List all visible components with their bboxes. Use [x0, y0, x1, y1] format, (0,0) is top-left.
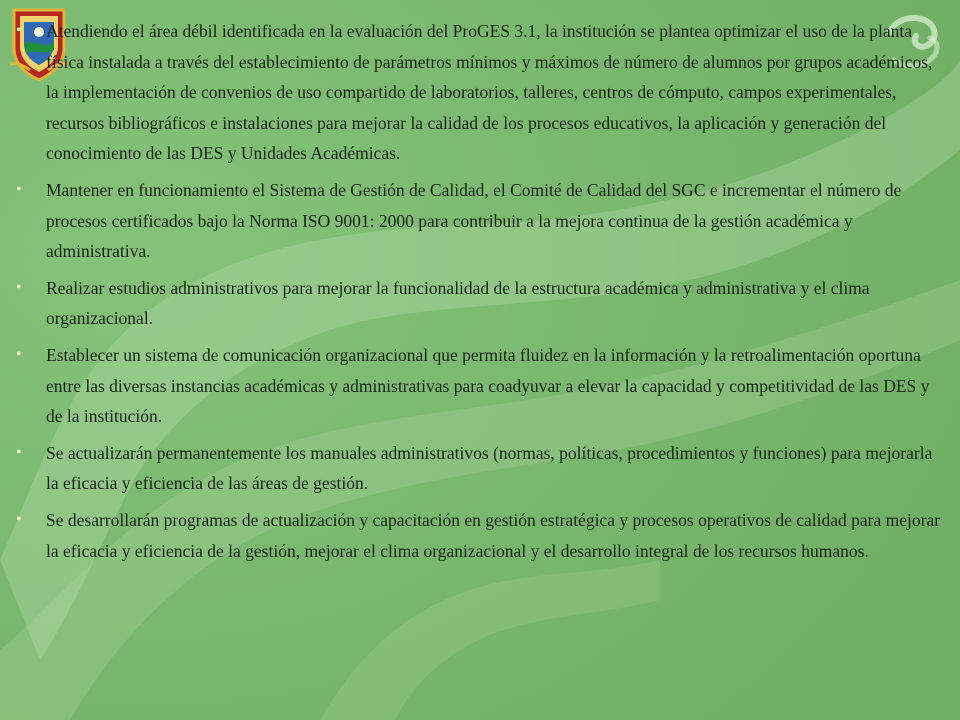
bullet-text: Realizar estudios administrativos para mejorar la funcionalidad de la estructura académica y administrativa y el clima organizacional.	[46, 277, 870, 329]
bullet-text: Atendiendo el área débil identificada en la evaluación del ProGES 3.1, la institución se plantea optimizar el uso de la planta física instalada a través del establecimiento de parámetros mínimos y máximos de número de alumnos por grupos académicos, la implementación de convenios de uso compartido de laboratorios, talleres, centros de cómputo, campos experimentales, recursos bibliográficos e instalaciones para mejorar la calidad de los procesos educativos, la aplicación y generación del conocimiento de las DES y Unidades Académicas.	[46, 21, 933, 164]
list-item	[16, 273, 942, 334]
slide-content	[16, 16, 942, 566]
bullet-marker: •	[16, 443, 22, 461]
list-item	[16, 340, 942, 432]
bullet-text: Se actualizarán permanentemente los manuales administrativos (normas, políticas, procedimientos y funciones) para mejorarla la eficacia y eficiencia de las áreas de gestión.	[46, 442, 933, 494]
bullet-marker: •	[16, 345, 22, 363]
bullet-text: Se desarrollarán programas de actualización y capacitación en gestión estratégica y procesos operativos de calidad para mejorar la eficacia y eficiencia de la gestión, mejorar el clima organizacional y el desarrollo integral de los recursos humanos.	[46, 509, 941, 561]
bullet-text: Mantener en funcionamiento el Sistema de Gestión de Calidad, el Comité de Calidad del SGC e incrementar el número de procesos certificados bajo la Norma ISO 9001: 2000 para contribuir a la mejora continua de la gestión académica y administrativa.	[46, 179, 902, 262]
bullet-marker: •	[16, 278, 22, 296]
bullet-marker: •	[16, 180, 22, 198]
bullet-list	[16, 16, 942, 566]
list-item	[16, 16, 942, 169]
list-item	[16, 505, 942, 566]
bullet-text: Establecer un sistema de comunicación organizacional que permita fluidez en la información y la retroalimentación oportuna entre las diversas instancias académicas y administrativas para coadyuvar a elevar la capacidad y competitividad de las DES y de la institución.	[46, 344, 930, 427]
list-item	[16, 175, 942, 267]
list-item	[16, 438, 942, 499]
bullet-marker: •	[16, 510, 22, 528]
bullet-marker: •	[16, 22, 22, 39]
